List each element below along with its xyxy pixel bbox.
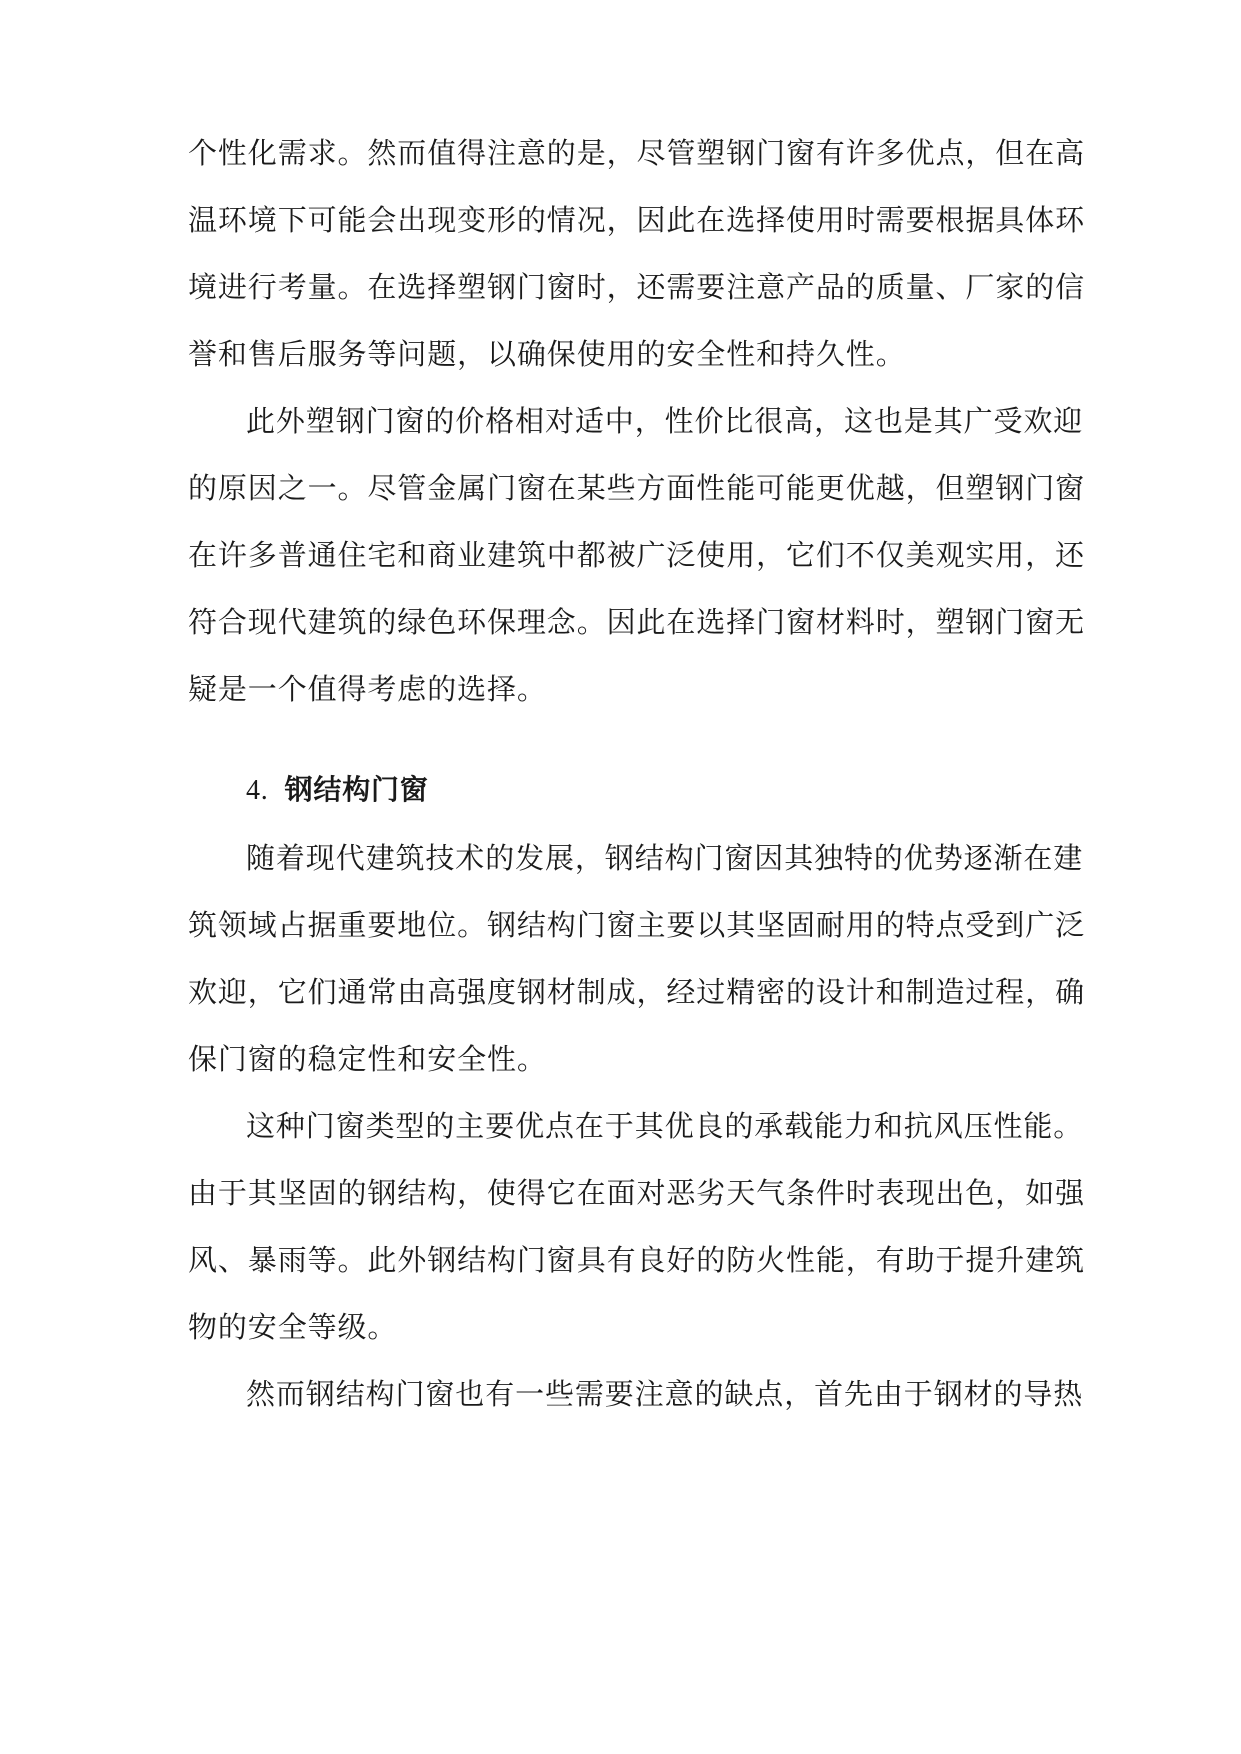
section-title: 钢结构门窗 xyxy=(284,773,429,806)
paragraph-line: 个性化需求。然而值得注意的是，尽管塑钢门窗有许多优点，但在高 xyxy=(188,136,1086,170)
paragraph-line: 境进行考量。在选择塑钢门窗时，还需要注意产品的质量、厂家的信 xyxy=(188,270,1086,304)
paragraph-line: 保门窗的稳定性和安全性。 xyxy=(188,1042,547,1076)
paragraph-line: 在许多普通住宅和商业建筑中都被广泛使用，它们不仅美观实用，还 xyxy=(188,538,1086,572)
paragraph-line: 由于其坚固的钢结构，使得它在面对恶劣天气条件时表现出色，如强 xyxy=(188,1176,1086,1210)
section-number: 4. xyxy=(246,775,269,806)
paragraph-line: 符合现代建筑的绿色环保理念。因此在选择门窗材料时，塑钢门窗无 xyxy=(188,605,1086,639)
paragraph-line: 风、暴雨等。此外钢结构门窗具有良好的防火性能，有助于提升建筑 xyxy=(188,1243,1086,1277)
paragraph-line: 温环境下可能会出现变形的情况，因此在选择使用时需要根据具体环 xyxy=(188,203,1086,237)
paragraph-line: 随着现代建筑技术的发展，钢结构门窗因其独特的优势逐渐在建 xyxy=(246,841,1084,875)
paragraph-line: 物的安全等级。 xyxy=(188,1310,398,1344)
paragraph-line: 此外塑钢门窗的价格相对适中，性价比很高，这也是其广受欢迎 xyxy=(246,404,1084,438)
paragraph-line: 筑领域占据重要地位。钢结构门窗主要以其坚固耐用的特点受到广泛 xyxy=(188,908,1086,942)
paragraph-line: 欢迎，它们通常由高强度钢材制成，经过精密的设计和制造过程，确 xyxy=(188,975,1086,1009)
paragraph-line: 誉和售后服务等问题，以确保使用的安全性和持久性。 xyxy=(188,337,906,371)
section-heading xyxy=(246,770,429,811)
paragraph-line: 的原因之一。尽管金属门窗在某些方面性能可能更优越，但塑钢门窗 xyxy=(188,471,1086,505)
paragraph-line: 这种门窗类型的主要优点在于其优良的承载能力和抗风压性能。 xyxy=(246,1109,1084,1143)
paragraph-line: 然而钢结构门窗也有一些需要注意的缺点，首先由于钢材的导热 xyxy=(246,1377,1084,1411)
paragraph-line: 疑是一个值得考虑的选择。 xyxy=(188,672,547,706)
